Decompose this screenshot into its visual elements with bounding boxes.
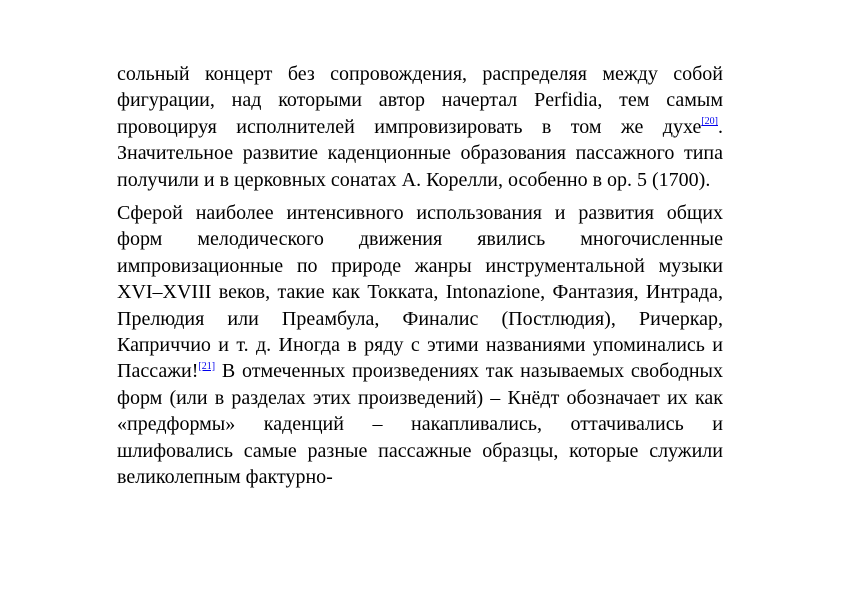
paragraph-2-text-end: В отмеченных произведениях так называемых свободных форм (или в разделах этих произведений) – Кнёдт обозначает их как «предформы» каденций – накапливались, оттачивались и шлифовались самые разные пассажные образцы, которые служили великолепным фактурно- bbox=[117, 360, 723, 489]
footnote-link-20[interactable]: [20] bbox=[701, 116, 718, 128]
footnote-link-21[interactable]: [21] bbox=[198, 360, 216, 372]
paragraph-1-text-end: . Значительное развитие каденционные образования пассажного типа получили и в церковных сонатах А. Корелли, особенно в ор. 5 (1700). bbox=[117, 115, 723, 191]
paragraph-2 bbox=[117, 200, 723, 490]
body-text bbox=[117, 61, 723, 491]
paragraph-1-text-start: сольный концерт без сопровождения, распределяя между собой фигурации, над которыми автор начертал Perfidia, тем самым провоцируя исполнителей импровизировать в том же духе bbox=[117, 63, 723, 138]
paragraph-1 bbox=[117, 61, 723, 193]
paragraph-2-text-start: Сферой наиболее интенсивного использования и развития общих форм мелодического движения явились многочисленные импровизационные по природе жанры инструментальной музыки XVI–XVIII веков, такие как Токката, Intonazione, Фантазия, Интрада, Прелюдия или Преамбула, Финалис (Постлюдия), Ричеркар, Каприччио и т. д. Иногда в ряду с этими названиями упоминались и Пассажи! bbox=[117, 202, 723, 383]
